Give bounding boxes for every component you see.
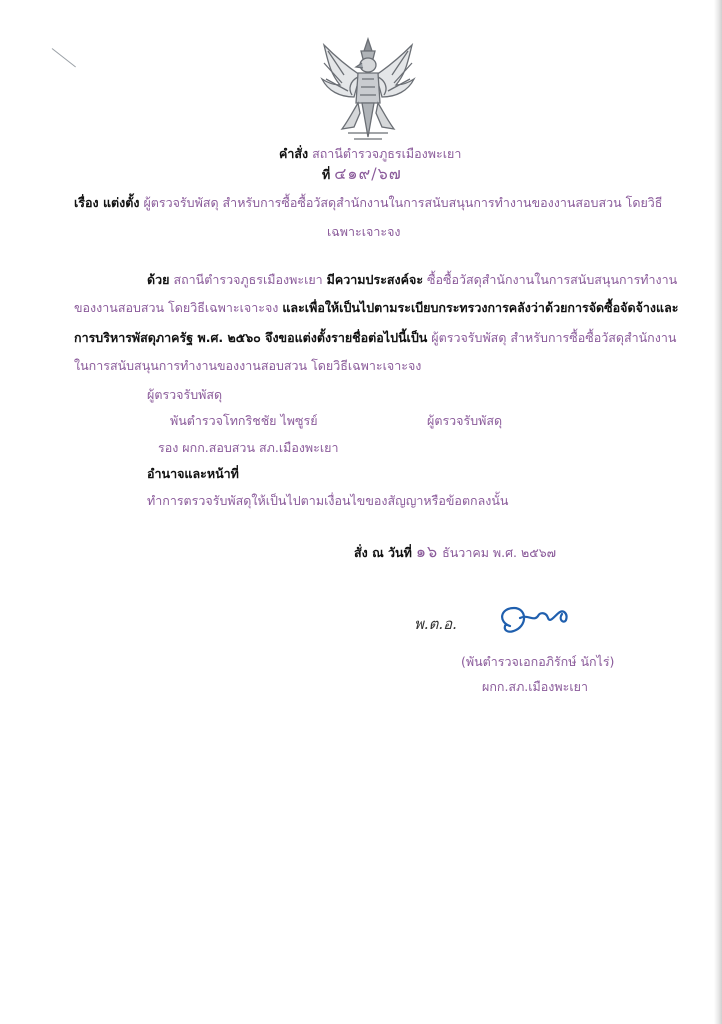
subject-text-1: ผู้ตรวจรับพัสดุ สำหรับการซื้อซื้อวัสดุสำนักงานในการสนับสนุนการทำงานของงานสอบสวน โดยวิธี [143,195,663,210]
order-number-line [322,166,402,183]
body-regulation-1: และเพื่อให้เป็นไปตามระเบียบกระทรวงการคลังว่าด้วยการจัดซื้อจัดจ้างและ [282,300,679,315]
body-issuer: สถานีตำรวจภูธรเมืองพะเยา [173,272,323,287]
garuda-emblem-icon [318,37,418,145]
order-heading: คำสั่ง [279,146,309,161]
date-month-year: ธันวาคม พ.ศ. ๒๕๖๗ [442,545,557,560]
signer-position: ผกก.สภ.เมืองพะเยา [482,679,588,694]
scan-edge-shadow [714,0,722,1024]
body-regulation-2: การบริหารพัสดุภาครัฐ พ.ศ. ๒๕๖๐ จึงขอแต่งตั้งรายชื่อต่อไปนี้เป็น [74,330,428,345]
signer-name: (พันตำรวจเอกอภิรักษ์ นักไร่) [461,654,615,669]
scan-mark [52,48,76,67]
subject-text-2: เฉพาะเจาะจง [327,224,401,239]
body-role-1: ผู้ตรวจรับพัสดุ สำหรับการซื้อซื้อวัสดุสำนักงาน [431,330,677,345]
committee-member-name: พันตำรวจโทกริชชัย ไพซูรย์ [170,413,318,428]
body-lead: ด้วย [147,272,170,287]
body-intent: มีความประสงค์จะ [326,272,424,287]
body-purpose-2: ของงานสอบสวน โดยวิธีเฉพาะเจาะจง [74,300,279,315]
order-number: ๔๑๙/๖๗ [334,164,402,183]
duties-heading: อำนาจและหน้าที่ [147,466,239,481]
signature-initials: พ.ต.อ. [414,615,457,633]
body-purpose-1: ซื้อซื้อวัสดุสำนักงานในการสนับสนุนการทำงาน [427,272,678,287]
order-heading-line [279,146,461,162]
committee-member-position: รอง ผกก.สอบสวน สภ.เมืองพะเยา [158,440,339,455]
subject-line-1 [74,195,662,211]
body-line-1 [147,272,677,288]
date-day: ๑๖ [415,542,439,561]
body-line-3 [74,330,676,346]
committee-heading: ผู้ตรวจรับพัสดุ [147,387,223,402]
date-lead: สั่ง ณ วันที่ [354,545,412,560]
body-line-2 [74,300,678,316]
body-role-2: ในการสนับสนุนการทำงานของงานสอบสวน โดยวิธีเฉพาะเจาะจง [74,358,422,373]
order-issuer: สถานีตำรวจภูธรเมืองพะเยา [312,146,462,161]
order-number-label: ที่ [322,167,331,182]
subject-label: เรื่อง แต่งตั้ง [74,195,140,210]
handwritten-signature-icon [494,598,576,642]
duties-text: ทำการตรวจรับพัสดุให้เป็นไปตามเงื่อนไขของสัญญาหรือข้อตกลงนั้น [147,493,509,508]
date-line [354,544,556,561]
committee-member-role: ผู้ตรวจรับพัสดุ [427,413,503,428]
